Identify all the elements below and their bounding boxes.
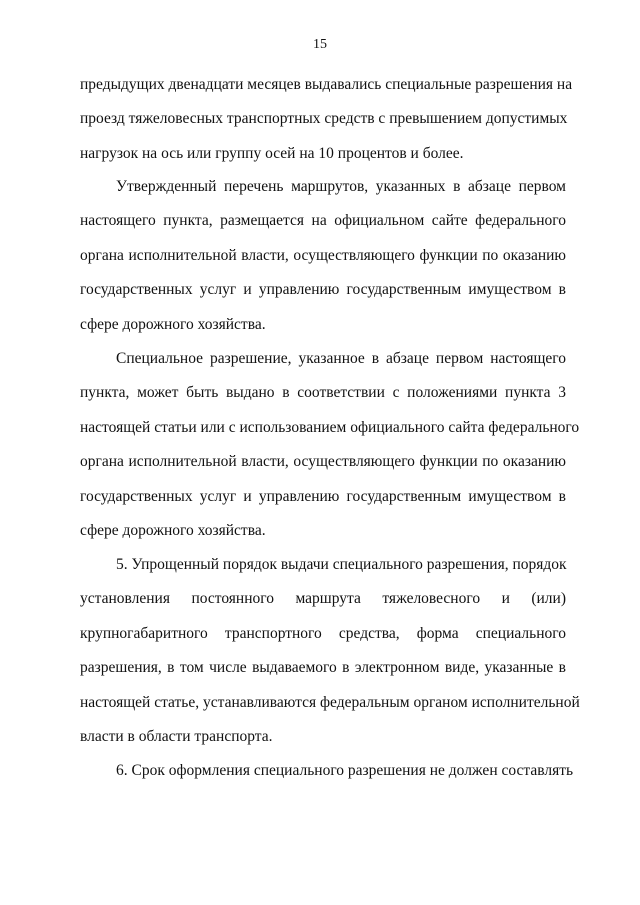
text-line: органа исполнительной власти, осуществляющего функции по оказанию [80,453,566,471]
text-line: 5. Упрощенный порядок выдачи специального разрешения, порядок [116,556,567,573]
text-line: Утвержденный перечень маршрутов, указанных в абзаце первом [116,178,566,195]
text-line: государственных услуг и управлению государственным имуществом в [80,281,566,299]
text-line: государственных услуг и управлению государственным имуществом в [80,487,566,505]
text-line: настоящей статьи или с использованием официального сайта федерального [80,418,580,436]
text-line: разрешения, в том числе выдаваемого в электронном виде, указанные в [80,659,566,677]
text-line: органа исполнительной власти, осуществляющего функции по оказанию [80,246,566,264]
text-line: проезд тяжеловесных транспортных средств с превышением допустимых [80,110,568,128]
text-line: сфере дорожного хозяйства. [80,521,266,539]
paragraph-item-6 [80,754,574,788]
text-line: настоящего пункта, размещается на официальном сайте федерального [80,212,566,230]
text-line: пункта, может быть выдано в соответствии с положениями пункта 3 [80,384,566,402]
paragraph-continuation [80,68,573,171]
text-line: Специальное разрешение, указанное в абзаце первом настоящего [116,350,566,367]
text-line: сфере дорожного хозяйства. [80,315,266,333]
text-line: 6. Срок оформления специального разрешения не должен составлять [116,762,574,779]
page-number: 15 [313,37,327,52]
text-line: крупногабаритного транспортного средства, форма специального [80,624,566,642]
text-line: предыдущих двенадцати месяцев выдавались специальные разрешения на [80,76,573,93]
text-line: настоящей статье, устанавливаются федеральным органом исполнительной [80,693,580,711]
text-line: нагрузок на ось или группу осей на 10 процентов и более. [80,144,464,162]
paragraph-item-5 [80,548,580,754]
text-line: власти в области транспорта. [80,727,273,745]
paragraph-special-permit [80,342,580,548]
paragraph-approved-route-list [80,170,566,342]
text-line: установления постоянного маршрута тяжеловесного и (или) [80,590,566,608]
